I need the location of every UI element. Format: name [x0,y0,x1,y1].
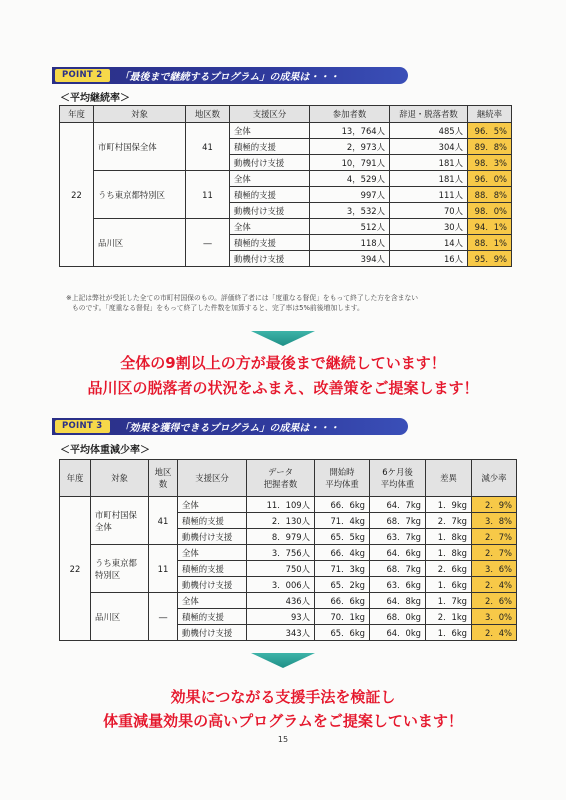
diff-cell: 1．6kg [426,625,472,641]
header-rate: 減少率 [472,460,517,497]
continuation-table [59,105,512,267]
start-weight-cell: 66．4kg [315,545,370,561]
dropouts-cell: 111人 [390,187,468,203]
point2-title: 「最後まで継続するプログラム」の成果は・・・ [119,72,340,83]
participants-cell: 3，532人 [310,203,390,219]
message2-line2: 体重減量効果の高いプログラムをご提案しています！ [103,712,463,730]
count-cell: 11．109人 [247,497,315,513]
rate-cell: 89．8% [468,139,512,155]
message1-line1: 全体の9割以上の方が最後まで継続しています！ [120,354,446,372]
year-cell: 22 [60,123,94,267]
category-cell: 動機付け支援 [178,577,247,593]
diff-cell: 2．6kg [426,561,472,577]
after-weight-cell: 68．7kg [370,561,426,577]
participants-cell: 394人 [310,251,390,267]
diff-cell: 1．8kg [426,545,472,561]
point3-label: POINT 3 [55,420,110,433]
rate-cell: 98．0% [468,203,512,219]
table-row [60,497,517,513]
rate-cell: 3．6% [472,561,517,577]
after-weight-cell: 63．6kg [370,577,426,593]
header-diff: 差異 [426,460,472,497]
target-cell: 品川区 [91,593,149,641]
rate-cell: 96．5% [468,123,512,139]
target-cell: うち東京都 特別区 [91,545,149,593]
dropouts-cell: 16人 [390,251,468,267]
dropouts-cell: 485人 [390,123,468,139]
diff-cell: 1．7kg [426,593,472,609]
participants-cell: 10，791人 [310,155,390,171]
rate-cell: 2．4% [472,577,517,593]
participants-cell: 13，764人 [310,123,390,139]
count-cell: 750人 [247,561,315,577]
rate-cell: 3．8% [472,513,517,529]
count-cell: 2．130人 [247,513,315,529]
category-cell: 積極的支援 [230,235,310,251]
participants-cell: 118人 [310,235,390,251]
rate-cell: 2．9% [472,497,517,513]
diff-cell: 1．6kg [426,577,472,593]
weight-loss-table [59,459,517,641]
header-districts: 地区 数 [149,460,178,497]
table-row [60,123,512,139]
category-cell: 積極的支援 [178,609,247,625]
table-row [60,171,512,187]
year-cell: 22 [60,497,91,641]
footnote-line-1: ※上記は弊社が受託した全ての市町村国保のもの。評価終了者には「度重なる督促」をもって終了した方を含まない [66,294,419,302]
rate-cell: 2．6% [472,593,517,609]
point2-subtitle: ＜平均継続率＞ [60,93,130,104]
rate-cell: 94．1% [468,219,512,235]
participants-cell: 4，529人 [310,171,390,187]
start-weight-cell: 66．6kg [315,593,370,609]
count-cell: 436人 [247,593,315,609]
message1-line2: 品川区の脱落者の状況をふまえ、改善策をご提案します！ [87,379,479,397]
count-cell: 8．979人 [247,529,315,545]
start-weight-cell: 65．2kg [315,577,370,593]
category-cell: 全体 [230,123,310,139]
category-cell: 積極的支援 [230,139,310,155]
count-cell: 343人 [247,625,315,641]
rate-cell: 96．0% [468,171,512,187]
after-weight-cell: 64．6kg [370,545,426,561]
table-row [60,219,512,235]
participants-cell: 2，973人 [310,139,390,155]
header-target: 対象 [94,106,186,123]
start-weight-cell: 66．6kg [315,497,370,513]
districts-cell: 41 [186,123,230,171]
target-cell: 品川区 [94,219,186,267]
start-weight-cell: 71．4kg [315,513,370,529]
category-cell: 積極的支援 [230,187,310,203]
after-weight-cell: 64．7kg [370,497,426,513]
diff-cell: 2．1kg [426,609,472,625]
header-data-count: データ 把握者数 [247,460,315,497]
header-dropouts: 辞退・脱落者数 [390,106,468,123]
after-weight-cell: 64．8kg [370,593,426,609]
count-cell: 3．006人 [247,577,315,593]
category-cell: 全体 [178,593,247,609]
rate-cell: 3．0% [472,609,517,625]
start-weight-cell: 65．5kg [315,529,370,545]
after-weight-cell: 64．0kg [370,625,426,641]
point3-subtitle: ＜平均体重減少率＞ [60,445,150,456]
diff-cell: 1．9kg [426,497,472,513]
category-cell: 積極的支援 [178,561,247,577]
category-cell: 全体 [178,497,247,513]
header-six-month-weight: 6ケ月後 平均体重 [370,460,426,497]
districts-cell: 41 [149,497,178,545]
header-start-weight: 開始時 平均体重 [315,460,370,497]
table-row [60,593,517,609]
point3-title: 「効果を獲得できるプログラム」の成果は・・・ [119,423,340,434]
start-weight-cell: 71．3kg [315,561,370,577]
rate-cell: 88．1% [468,235,512,251]
point2-label: POINT 2 [55,69,110,82]
category-cell: 動機付け支援 [178,529,247,545]
category-cell: 積極的支援 [178,513,247,529]
diff-cell: 1．8kg [426,529,472,545]
header-year: 年度 [60,460,91,497]
rate-cell: 2．7% [472,545,517,561]
category-cell: 動機付け支援 [230,155,310,171]
start-weight-cell: 70．1kg [315,609,370,625]
dropouts-cell: 181人 [390,155,468,171]
districts-cell: ― [186,219,230,267]
target-cell: 市町村国保 全体 [91,497,149,545]
footnote-line-2: ものです。「度重なる督促」をもって終了した件数を加算すると、完了率は5%前後増加します。 [72,304,364,312]
target-cell: 市町村国保全体 [94,123,186,171]
count-cell: 3．756人 [247,545,315,561]
after-weight-cell: 68．0kg [370,609,426,625]
header-category: 支援区分 [178,460,247,497]
diff-cell: 2．7kg [426,513,472,529]
category-cell: 動機付け支援 [230,251,310,267]
down-arrow-icon [251,331,315,346]
dropouts-cell: 181人 [390,171,468,187]
category-cell: 全体 [230,219,310,235]
dropouts-cell: 30人 [390,219,468,235]
header-rate: 継続率 [468,106,512,123]
footnote [66,293,486,313]
target-cell: うち東京都特別区 [94,171,186,219]
rate-cell: 95．9% [468,251,512,267]
dropouts-cell: 304人 [390,139,468,155]
header-districts: 地区数 [186,106,230,123]
category-cell: 動機付け支援 [230,203,310,219]
start-weight-cell: 65．6kg [315,625,370,641]
count-cell: 93人 [247,609,315,625]
point3-banner [52,418,408,435]
rate-cell: 98．3% [468,155,512,171]
districts-cell: ― [149,593,178,641]
category-cell: 全体 [178,545,247,561]
participants-cell: 512人 [310,219,390,235]
category-cell: 動機付け支援 [178,625,247,641]
header-category: 支援区分 [230,106,310,123]
message2-line1: 効果につながる支援手法を検証し [170,688,396,706]
point2-banner [52,67,408,84]
after-weight-cell: 68．7kg [370,513,426,529]
header-participants: 参加者数 [310,106,390,123]
page-number: 15 [277,735,289,744]
rate-cell: 2．4% [472,625,517,641]
down-arrow-icon [251,653,315,668]
districts-cell: 11 [186,171,230,219]
header-target: 対象 [91,460,149,497]
dropouts-cell: 14人 [390,235,468,251]
after-weight-cell: 63．7kg [370,529,426,545]
districts-cell: 11 [149,545,178,593]
rate-cell: 88．8% [468,187,512,203]
category-cell: 全体 [230,171,310,187]
rate-cell: 2．7% [472,529,517,545]
participants-cell: 997人 [310,187,390,203]
header-year: 年度 [60,106,94,123]
table-row [60,545,517,561]
dropouts-cell: 70人 [390,203,468,219]
